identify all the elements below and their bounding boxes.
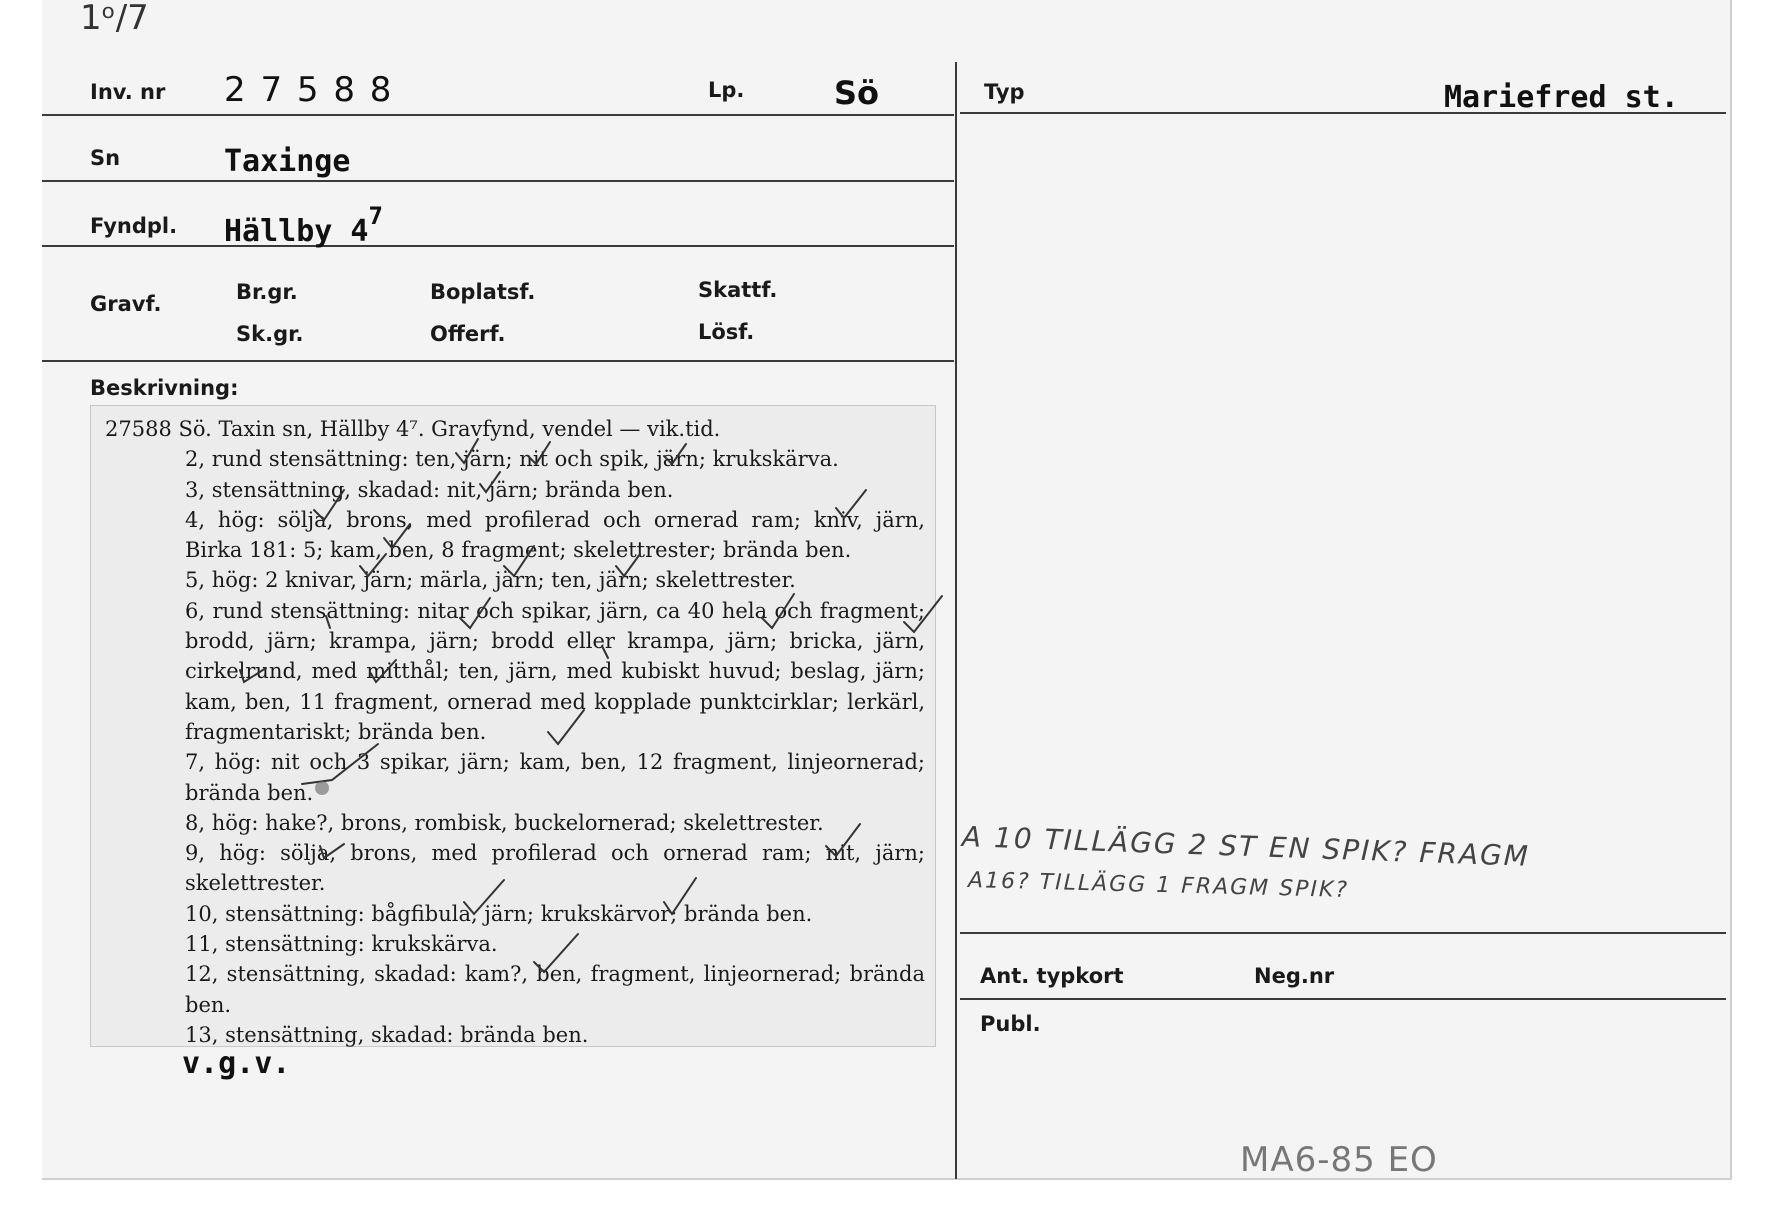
description-slip bbox=[90, 405, 936, 1047]
losf-label: Lösf. bbox=[698, 320, 755, 344]
neg-nr-label: Neg.nr bbox=[1254, 964, 1335, 988]
rule-line bbox=[42, 180, 954, 182]
boplatsf-label: Boplatsf. bbox=[430, 280, 536, 304]
handwritten-code: MA6-85 EO bbox=[1240, 1140, 1438, 1180]
description-line: 7, hög: nit och 3 spikar, järn; kam, ben, 12 fragment, linjeornerad; brända ben. bbox=[185, 750, 925, 805]
fyndpl-label: Fyndpl. bbox=[90, 214, 178, 238]
sn-value: Taxinge bbox=[224, 144, 351, 179]
rule-line bbox=[42, 114, 954, 116]
brgr-label: Br.gr. bbox=[236, 280, 298, 304]
description-line: 5, hög: 2 knivar, järn; märla, järn; ten, järn; skelettrester. bbox=[185, 568, 796, 593]
description-line: 3, stensättning, skadad: nit, järn; brända ben. bbox=[185, 477, 674, 502]
skattf-label: Skattf. bbox=[698, 278, 778, 302]
description-line: 12, stensättning, skadad: kam?, ben, fragment, linjeornerad; brända ben. bbox=[185, 962, 925, 1017]
description-line: 4, hög: sölja, brons, med profilerad och ornerad ram; kniv, järn, Birka 181: 5; kam, ben, 8 fragment; skelettrester; brända ben. bbox=[185, 507, 925, 563]
description-line: 6, rund stensättning: nitar och spikar, järn, ca 40 hela och fragment; brodd, järn; krampa, järn; brodd eller krampa, järn; bricka, järn, cirkelrund, med mitthål; ten, järn, med kubiskt huvud; beslag, järn; kam, ben, 11 fragment, ornerad med kopplade punktcirklar; lerkärl, fragmentariskt; brända ben. bbox=[185, 598, 925, 744]
rule-line bbox=[42, 245, 954, 247]
description-line: 27588 Sö. Taxin sn, Hällby 4⁷. Gravfynd, vendel — vik.tid. bbox=[105, 417, 721, 441]
typ-label: Typ bbox=[984, 80, 1025, 104]
description-text bbox=[105, 414, 925, 1050]
publ-label: Publ. bbox=[980, 1012, 1041, 1036]
inv-nr-value: 2 7 5 8 8 bbox=[224, 70, 394, 110]
handwritten-note: A16? TILLÄGG 1 FRAGM SPIK? bbox=[967, 868, 1350, 903]
skgr-label: Sk.gr. bbox=[236, 322, 304, 346]
fyndpl-text: Hällby 4 bbox=[224, 214, 369, 249]
offerf-label: Offerf. bbox=[430, 322, 506, 346]
inv-nr-label: Inv. nr bbox=[90, 80, 166, 104]
fyndpl-value bbox=[224, 202, 383, 249]
ant-typkort-label: Ant. typkort bbox=[980, 964, 1124, 988]
beskrivning-label: Beskrivning: bbox=[90, 376, 239, 400]
sn-label: Sn bbox=[90, 146, 121, 170]
fyndpl-superscript: 7 bbox=[368, 202, 383, 230]
corner-mark: 1ᵒ/7 bbox=[80, 0, 149, 38]
column-divider bbox=[955, 62, 957, 1179]
lp-value: Sö bbox=[834, 74, 880, 112]
vgv-stamp: v.g.v. bbox=[182, 1046, 291, 1081]
rule-line bbox=[960, 932, 1726, 934]
description-line: 9, hög: sölja, brons, med profilerad och ornerad ram; nit, järn; skelettrester. bbox=[185, 841, 925, 896]
rule-line bbox=[960, 998, 1726, 1000]
description-line: 10, stensättning: bågfibula, järn; krukskärvor; brända ben. bbox=[185, 901, 813, 926]
lp-label: Lp. bbox=[708, 78, 745, 102]
description-line: 11, stensättning: krukskärva. bbox=[185, 932, 498, 957]
description-line: 2, rund stensättning: ten, järn; nit och spik, järn; krukskärva. bbox=[185, 447, 839, 472]
handwritten-note: A 10 TILLÄGG 2 ST EN SPIK? FRAGM bbox=[961, 820, 1531, 873]
typ-value: Mariefred st. bbox=[1444, 80, 1679, 115]
gravf-label: Gravf. bbox=[90, 292, 162, 316]
rule-line bbox=[42, 360, 954, 362]
description-line: 13, stensättning, skadad: brända ben. bbox=[185, 1022, 589, 1047]
description-line: 8, hög: hake?, brons, rombisk, buckelornerad; skelettrester. bbox=[185, 810, 824, 835]
